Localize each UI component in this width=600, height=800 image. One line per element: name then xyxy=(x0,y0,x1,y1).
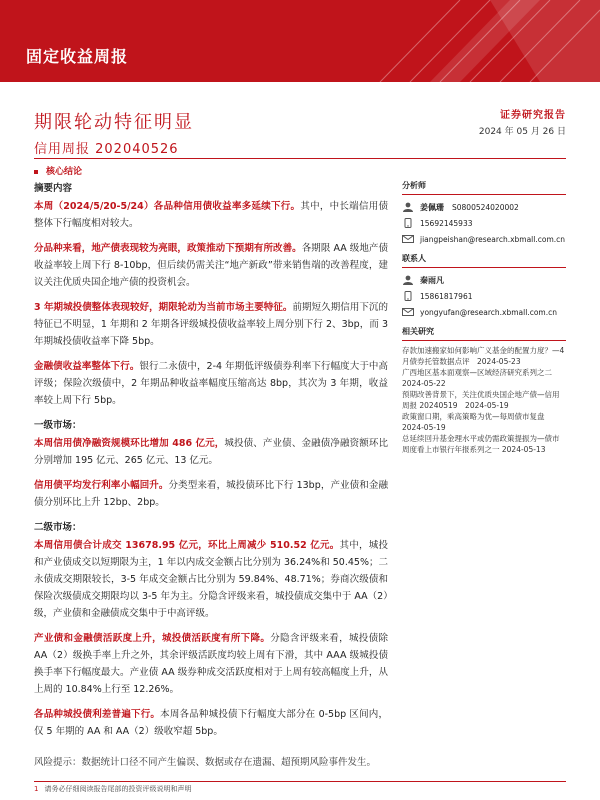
report-date: 2024 年 05 月 26 日 xyxy=(478,127,566,137)
person-icon xyxy=(402,202,414,212)
mail-icon xyxy=(402,307,414,317)
secondary-market-heading: 二级市场： xyxy=(34,522,82,533)
contact-email[interactable]: yongyufan@research.xbmall.com.cn xyxy=(420,307,557,317)
paragraph xyxy=(34,477,388,511)
bullet-icon xyxy=(34,170,38,174)
paragraph-lead: 本周信用债合计成交 13678.95 亿元，环比上周减少 510.52 亿元。 xyxy=(34,540,340,551)
paragraph-body: 其中，中长端信用债整体下行幅度相对较大。 xyxy=(34,201,388,229)
paragraph-body: 城投债、产业债、金融债净融资额环比分别增加 195 亿元、265 亿元、13 亿元。 xyxy=(34,438,388,466)
footer-disclaimer: 请务必仔细阅读报告尾部的投资评级说明和声明 xyxy=(44,785,192,793)
paragraph-lead: 3 年期城投债整体表现较好，期限轮动为当前市场主要特征。 xyxy=(34,302,293,313)
contact-heading: 联系人 xyxy=(402,253,566,268)
summary-heading: 摘要内容 xyxy=(34,183,73,194)
paragraph-body: 各期限 AA 级地产债收益率较上周下行 8-10bp，但后续仍需关注“地产新政”带来销售端的改善程度，建议关注优质央国企地产债的投资机会。 xyxy=(34,243,388,288)
analyst-cert: S0800524020002 xyxy=(452,202,519,212)
paragraph-body: 本周各品种城投债下行幅度大部分在 0-5bp 区间内，仅 5 年期的 AA 和 AA（2）级收窄超 5bp。 xyxy=(34,709,388,737)
contact-email-row xyxy=(402,304,566,320)
paragraph xyxy=(34,299,388,350)
mail-icon xyxy=(402,234,414,244)
footer-divider xyxy=(34,781,566,782)
phone-icon xyxy=(402,291,414,301)
paragraph-body: 银行二永债中，2-4 年期低评级债券利率下行幅度大于中高评级；保险次级债中，2 年期品种收益率幅度压缩高达 8bp，其次为 3 年期，收益率较上周下行 5bp。 xyxy=(34,361,388,406)
contact-name: 秦雨凡 xyxy=(420,275,444,285)
banner-title: 固定收益周报 xyxy=(26,47,129,66)
paragraph-lead: 各品种城投债利差普遍下行。 xyxy=(34,709,161,720)
paragraph-lead: 产业债和金融债活跃度上升，城投债活跃度有所下降。 xyxy=(34,633,271,644)
banner-decoration-icon xyxy=(340,0,600,82)
section-tag-label: 核心结论 xyxy=(46,167,83,177)
contact-phone: 15861817961 xyxy=(420,291,473,301)
paragraph-body: 分隐含评级来看，城投债除 AA（2）级换手率上升之外，其余评级活跃度均较上周有下滑，其中 AAA 级城投债换手率下行幅度最大。产业债 AA 级券种成交活跃度相对于上周有较高幅度上升，从上周的 10.84%上行至 12.26%。 xyxy=(34,633,388,695)
paragraph-lead: 本周信用债净融资规模环比增加 486 亿元， xyxy=(34,438,225,449)
person-icon xyxy=(402,275,414,285)
report-subtitle: 信用周报 202040526 xyxy=(34,142,179,157)
related-item[interactable]: 广西地区基本面观察—区域经济研究系列之二 2024-05-22 xyxy=(402,368,560,388)
analyst-email-row xyxy=(402,231,566,247)
paragraph-lead: 本周（2024/5/20-5/24）各品种信用债收益率多延续下行。 xyxy=(34,201,301,212)
footer xyxy=(34,784,191,794)
sidebar-column xyxy=(402,180,566,455)
section-tag xyxy=(34,164,82,177)
page-number: 1 xyxy=(34,785,39,793)
related-item[interactable]: 存款加速搬家如何影响广义基金的配置力度？—4 月债券托管数据点评 2024-05-23 xyxy=(402,346,565,366)
analyst-email[interactable]: jiangpeishan@research.xbmall.com.cn xyxy=(420,234,566,244)
primary-market-heading: 一级市场： xyxy=(34,420,82,431)
paragraph xyxy=(34,630,388,698)
paragraph xyxy=(34,358,388,409)
related-list xyxy=(402,345,566,455)
related-heading: 相关研究 xyxy=(402,326,566,341)
paragraph-lead: 信用债平均发行利率小幅回升。 xyxy=(34,480,169,491)
paragraph-lead: 分品种来看，地产债表现较为亮眼，政策推动下预期有所改善。 xyxy=(34,243,302,254)
paragraph-body: 分类型来看，城投债环比下行 13bp，产业债和金融债分别环比上升 12bp、2bp。 xyxy=(34,480,388,508)
paragraph xyxy=(34,240,388,291)
paragraph xyxy=(34,706,388,740)
paragraph xyxy=(34,435,388,469)
title-divider xyxy=(34,158,566,159)
paragraph xyxy=(34,198,388,232)
paragraph xyxy=(34,537,388,622)
analyst-heading: 分析师 xyxy=(402,180,566,195)
report-type-label: 证券研究报告 xyxy=(500,110,566,121)
related-item[interactable]: 预期改善背景下，关注优质央国企地产债—信用周报 20240519 2024-05-19 xyxy=(402,390,560,410)
paragraph-body: 前期短久期信用下沉的特征已不明显，1 年期和 2 年期各评级城投债收益率较上周分别下行 2、3bp，而 3 年期城投债收益率下降 5bp。 xyxy=(34,302,388,347)
related-item[interactable]: 总延续回升基金理水平或仍需政策提振为—债市周度看上市银行年报系列之一 2024-05-13 xyxy=(402,434,560,454)
related-item[interactable]: 政策窗口期，乘高策略为优—每周债市复盘 2024-05-19 xyxy=(402,412,545,432)
paragraph-body: 其中，城投和产业债成交以短期限为主，1 年以内成交金额占比分别为 36.24%和 50.45%；二永债成交期限较长，3-5 年成交金额占比分别为 59.84%、48.71%；券商次级债和保险次级债成交期限均以 3-5 年为主。分隐含评级来看，城投债成交集中于 AA（2）级，产业债和金融债成交集中于中高评级。 xyxy=(34,540,388,619)
paragraph-lead: 金融债收益率整体下行。 xyxy=(34,361,140,372)
contact-phone-row xyxy=(402,288,566,304)
top-banner xyxy=(0,0,600,82)
analyst-phone: 15692145933 xyxy=(420,218,473,228)
report-title: 期限轮动特征明显 xyxy=(34,112,194,133)
contact-name-row xyxy=(402,272,566,288)
phone-icon xyxy=(402,218,414,228)
summary-column xyxy=(34,180,388,772)
risk-warning: 风险提示：数据统计口径不同产生偏误、数据或存在遗漏、超预期风险事件发生。 xyxy=(34,757,377,768)
analyst-name-row xyxy=(402,199,566,215)
analyst-phone-row xyxy=(402,215,566,231)
analyst-name: 姜佩珊 xyxy=(420,202,444,212)
